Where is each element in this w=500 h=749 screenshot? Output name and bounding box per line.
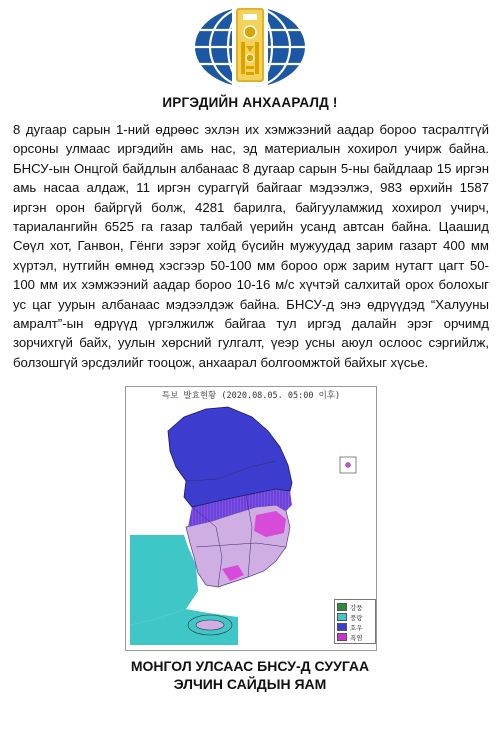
legend-label: 폭염 <box>350 634 363 642</box>
map-caption: 특보 발효현황 (2020.08.05. 05:00 이후) <box>161 391 341 401</box>
alert-body-text: 8 дугаар сарын 1-ний өдрөөс эхлэн их хэмжээний аадар бороо тасралтгүй орсоны улмаас иргэдийн амь нас, эд материалын хохирол учирж байна. БНСУ-ын Онцгой байдлын албанаас 8 дугаар сарын 5-ны байдлаар 15 иргэн амь насаа алдаж, 11 иргэн сураггүй байгааг мэдээлжэ, 983 өрхийн 1587 иргэн орон байргүй болж, 4281 барилга, байгууламжид хохирол учирч, тариалангийн 6525 га газар талбай үерийн усанд автсан байна. Цаашид Сөүл хот, Ганвон, Гёнги зэрэг хойд бүсийн мужуудад зарим газарт 400 мм хүртэл, нутгийн өмнөд хэсгээр 50-100 мм бороо орж зарим нутагт цагт 50-100 мм их хэмжээний аадар бороо 10-16 м/с хүчтэй салхитай орох болохыг ус цаг уурын албанаас мэдээлдэж байна. БНСУ-д энэ өдрүүдэд “Халууны амралт”-ын өдрүүд үргэлжилж байгаа тул иргэд далайн эрэг орчимд зорчихгүй байх, уулын хөрсний гулгалт, үеэр усны аюул ослоос сэргийлж, болзошгүй эрсдэлийг тооцож, анхаарал болгоомжтой байхыг хүсье. <box>13 122 489 370</box>
legend-item-high-waves <box>337 612 373 622</box>
jeju-island <box>196 620 224 630</box>
legend-label: 강풍 <box>350 604 363 612</box>
legend-label: 풍랑 <box>350 614 363 622</box>
legend-item-strong-wind <box>337 602 373 612</box>
alert-headline: ИРГЭДИЙН АНХААРАЛД ! <box>162 95 338 110</box>
weather-warning-map <box>125 386 377 651</box>
legend-swatch <box>337 613 347 621</box>
legend-swatch <box>337 603 347 611</box>
legend-item-heavy-rain <box>337 622 373 632</box>
legend-label: 호우 <box>350 624 363 632</box>
embassy-emblem-logo <box>192 2 308 90</box>
footer-line-1: МОНГОЛ УЛСААС БНСУ-Д СУУГАА <box>130 658 370 674</box>
soyombo-symbol-icon <box>232 6 268 86</box>
legend-swatch <box>337 633 347 641</box>
map-legend <box>334 599 376 644</box>
legend-item-heat-wave <box>337 632 373 642</box>
embassy-signature <box>0 657 500 693</box>
footer-line-2: ЭЛЧИН САЙДЫН ЯАМ <box>173 676 327 692</box>
legend-swatch <box>337 623 347 631</box>
